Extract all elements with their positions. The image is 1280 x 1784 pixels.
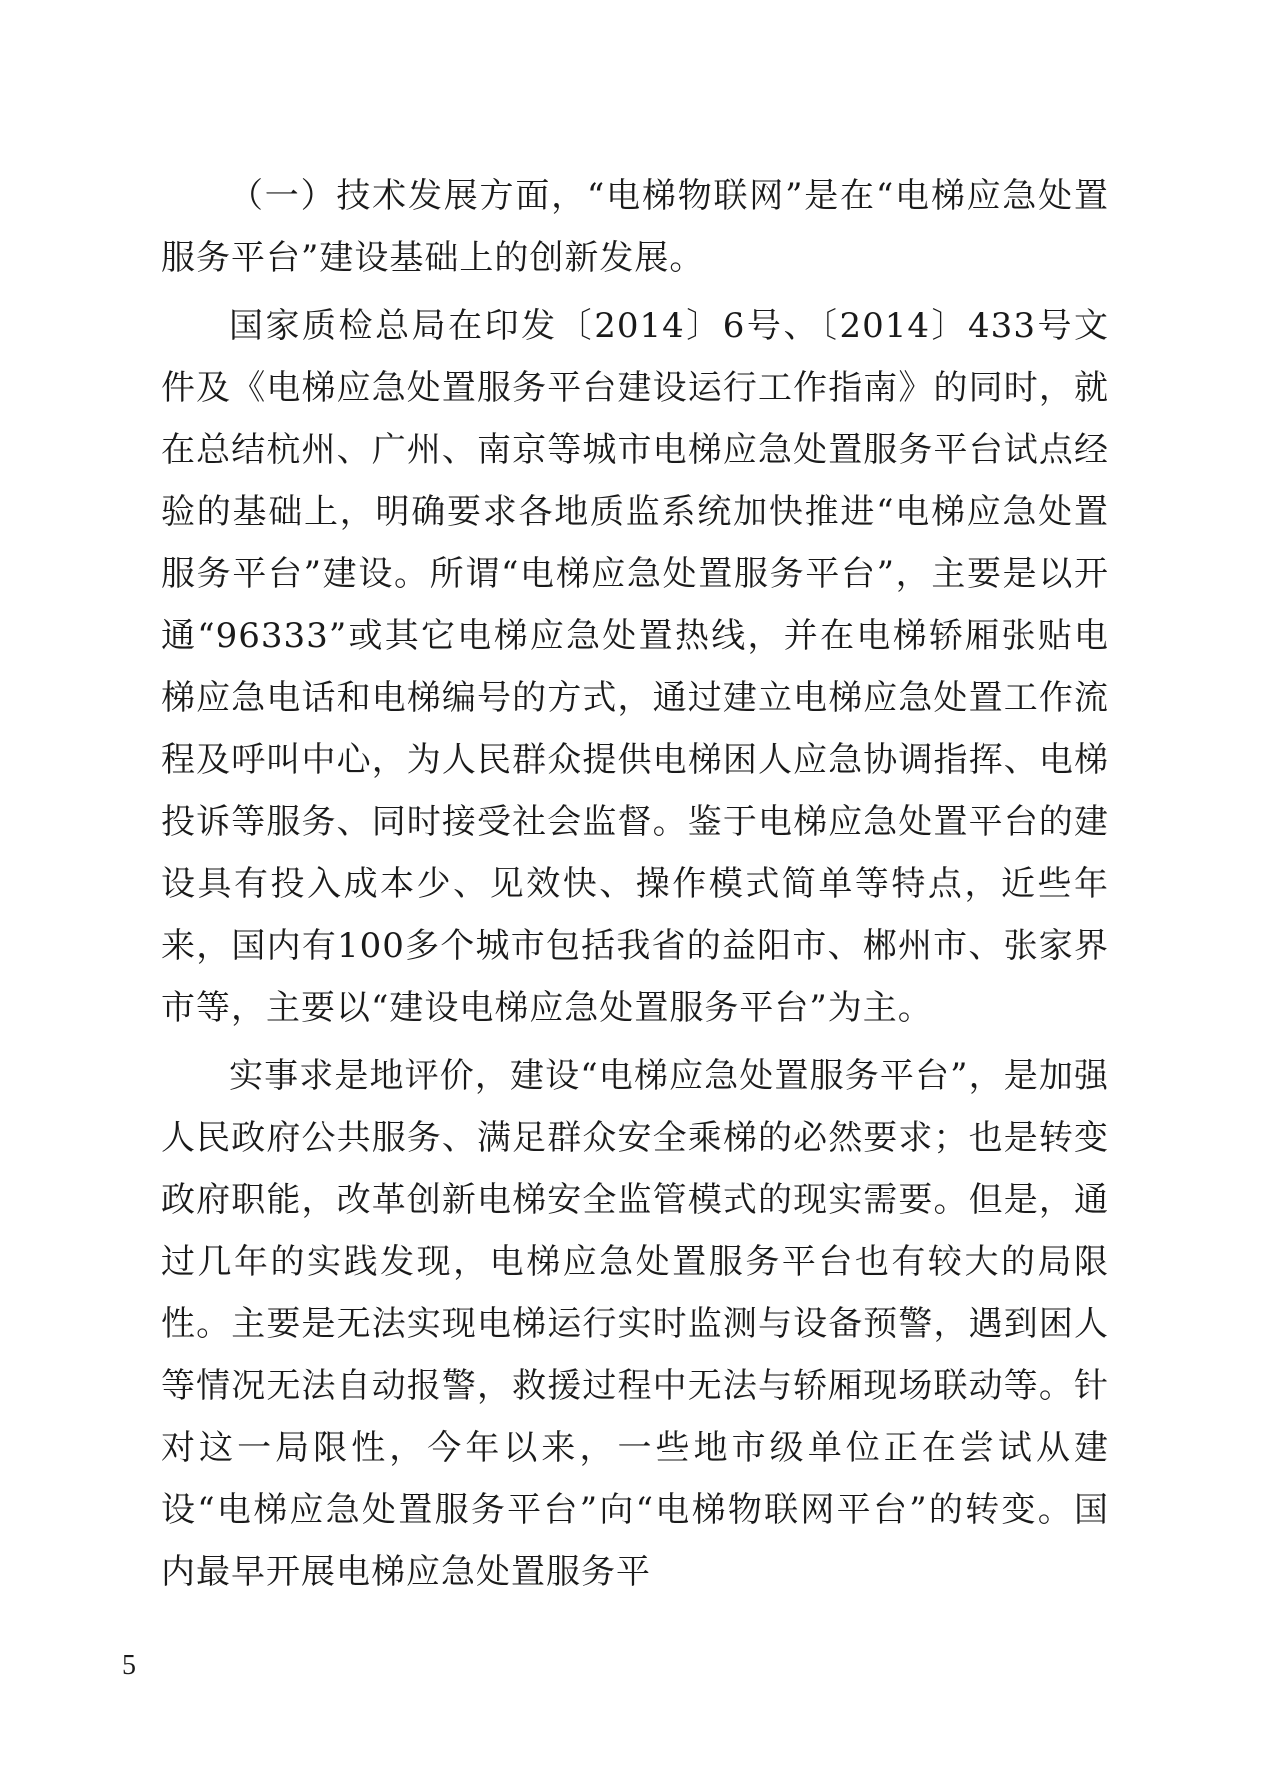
page-number: 5 bbox=[122, 1650, 136, 1681]
paragraph-heading: （一）技术发展方面，“电梯物联网”是在“电梯应急处置服务平台”建设基础上的创新发展。 bbox=[161, 176, 1109, 278]
paragraph-platform-background: 国家质检总局在印发〔2014〕6号、〔2014〕433号文件及《电梯应急处置服务平台建设运行工作指南》的同时，就在总结杭州、广州、南京等城市电梯应急处置服务平台试点经验的基础上，明确要求各地质监系统加快推进“电梯应急处置服务平台”建设。所谓“电梯应急处置服务平台”，主要是以开通“96333”或其它电梯应急处置热线，并在电梯轿厢张贴电梯应急电话和电梯编号的方式，通过建立电梯应急处置工作流程及呼叫中心，为人民群众提供电梯困人应急协调指挥、电梯投诉等服务、同时接受社会监督。鉴于电梯应急处置平台的建设具有投入成本少、见效快、操作模式简单等特点，近些年来，国内有100多个城市包括我省的益阳市、郴州市、张家界市等，主要以“建设电梯应急处置服务平台”为主。 bbox=[161, 306, 1109, 1028]
document-body bbox=[161, 165, 1109, 1603]
paragraph-evaluation: 实事求是地评价，建设“电梯应急处置服务平台”，是加强人民政府公共服务、满足群众安全乘梯的必然要求；也是转变政府职能，改革创新电梯安全监管模式的现实需要。但是，通过几年的实践发现，电梯应急处置服务平台也有较大的局限性。主要是无法实现电梯运行实时监测与设备预警，遇到困人等情况无法自动报警，救援过程中无法与轿厢现场联动等。针对这一局限性，今年以来，一些地市级单位正在尝试从建设“电梯应急处置服务平台”向“电梯物联网平台”的转变。国内最早开展电梯应急处置服务平 bbox=[161, 1056, 1109, 1592]
